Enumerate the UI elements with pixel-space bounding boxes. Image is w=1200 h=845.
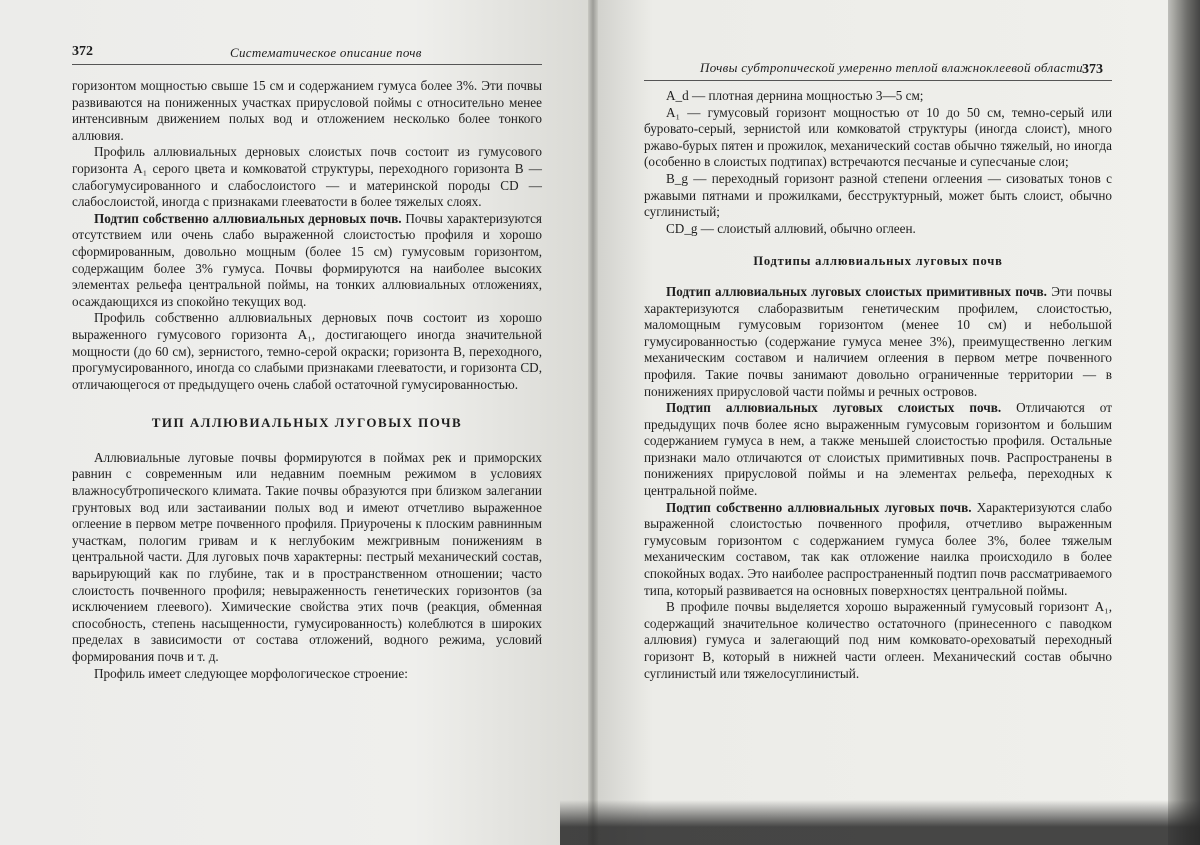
subtype-heading: Подтип аллювиальных луговых слоистых почв.: [666, 400, 1002, 416]
bottom-edge-shadow: [560, 800, 1200, 845]
horizon-text: B_g — переходный горизонт разной степени оглеения — сизоватых тонов с ржавыми пятнами и прожилками, бесструктурный, может быть слоист, обычно суглинистый;: [644, 170, 1112, 220]
paragraph: [644, 500, 1112, 600]
paragraph: [644, 599, 1112, 682]
horizon-item: [644, 221, 1112, 238]
paragraph: [72, 666, 542, 683]
left-page: [0, 0, 592, 845]
paragraph-text: Отличаются от предыдущих почв более ясно выраженным гумусовым горизонтом и большим содержанием гумуса в нем, а также меньшей слоистостью профиля. Остальные признаки мало отличаются от слоистых примитивных почв. Распространены в понижениях прирусловой поймы и на элементах рельефа, переходных к центральной пойме.: [644, 400, 1112, 499]
subtype-heading: Подтип собственно аллювиальных дерновых почв.: [94, 210, 402, 226]
right-page: [592, 0, 1200, 845]
right-page-number: 373: [1082, 62, 1103, 77]
paragraph-text: Профиль аллювиальных дерновых слоистых почв состоит из гумусового горизонта A₁ серого цвета и комковатой структуры, переходного горизонта B — слабогумусированного и слабослоистого — и материнской породы CD — слабослоистой, иногда с признаками глееватости в более тяжелых слоях.: [72, 144, 542, 210]
right-text-column: [644, 88, 1112, 682]
subtype-heading: Подтип собственно аллювиальных луговых почв.: [666, 499, 972, 515]
paragraph-text: Характеризуются слабо выраженной слоистостью почвенного профиля, отчетливо выраженным гумусовым горизонтом с содержанием гумуса более 3%, более тяжелым механическим составом, так как отложение наилка происходило в более спокойных водах. Это наиболее распространенный подтип почв рассматриваемого типа, который развивается на основных поверхностях центральной поймы.: [644, 499, 1112, 598]
section-title: ТИП АЛЛЮВИАЛЬНЫХ ЛУГОВЫХ ПОЧВ: [151, 415, 463, 431]
paragraph: [72, 78, 542, 144]
paragraph-text: В профиле почвы выделяется хорошо выраженный гумусовый горизонт A₁, содержащий значительное количество остаточного (принесенного с паводком аллювия) гумуса и залегающий под ним комковато-ореховатый переходный горизонт B, который в нижней части оглеен. Механический состав обычно суглинистый или тяжелосуглинистый.: [644, 599, 1112, 681]
page-edge-shadow: [1168, 0, 1200, 845]
paragraph: [72, 310, 542, 393]
paragraph: [72, 211, 542, 311]
paragraph-text: Почвы характеризуются отсутствием или очень слабо выраженной слоистостью профиля и хорошо сформированным, довольно мощным (более 15 см) гумусовым горизонтом, содержащим более 3% гумуса. Почвы формируются на наиболее высоких элементах рельефа центральной поймы, на тонких аллювиальных отложениях, осаждающихся из спокойно текущих вод.: [72, 210, 542, 309]
horizon-item: [644, 88, 1112, 105]
paragraph-text: Профиль имеет следующее морфологическое строение:: [94, 665, 408, 681]
book-gutter: [588, 0, 598, 845]
horizon-item: [644, 105, 1112, 171]
horizon-item: [644, 171, 1112, 221]
paragraph: [72, 144, 542, 210]
paragraph: [644, 284, 1112, 400]
left-header-rule: [72, 64, 542, 65]
paragraph: [644, 400, 1112, 500]
paragraph-text: горизонтом мощностью свыше 15 см и содержанием гумуса более 3%. Эти почвы развиваются на пониженных участках прирусловой поймы с относительно менее интенсивным движением полых вод и отложением несколько более тонкого аллювия.: [72, 78, 542, 143]
right-running-head: Почвы субтропической умеренно теплой влажноклеевой области: [700, 60, 1083, 75]
subsection-title: Подтипы аллювиальных луговых почв: [753, 254, 1003, 269]
left-running-head: Систематическое описание почв: [230, 45, 422, 60]
paragraph-text: Аллювиальные луговые почвы формируются в поймах рек и приморских равнин с современным или недавним поемным режимом в условиях влажносубтропического климата. Такие почвы образуются при близком залегании грунтовых вод или застаивании полых вод и имеют отчетливо выраженное оглеение в первом метре почвенного профиля. Приурочены к плоским равнинным участкам, пологим гривам и к неглубоким межгривным понижениям в центральной части. Для луговых почв характерны: пестрый механический состав, варьирующий как по глубине, так и в пространственном отношении; часто слоистость почвенного профиля; невыраженность генетических горизонтов (за исключением глеевого). Химические свойства этих почв (реакция, обменная способность, степень насыщенности, гумусированность) колеблются в широких пределах в зависимости от состава отложений, водного режима, условий формирования почв и т. д.: [72, 449, 542, 664]
left-text-column: [72, 78, 542, 682]
paragraph-text: Профиль собственно аллювиальных дерновых почв состоит из хорошо выраженного гумусового горизонта A₁, достигающего иногда значительной мощности (до 60 см), зернистого, темно-серой окраски; горизонта B, переходного, прогумусированного, иногда со слабыми признаками глееватости, и горизонта CD, отличающегося от предыдущего очень слабой остаточной гумусированностью.: [72, 310, 542, 392]
subtype-heading: Подтип аллювиальных луговых слоистых примитивных почв.: [666, 283, 1047, 299]
right-header-rule: [644, 80, 1112, 81]
paragraph-text: Эти почвы характеризуются слаборазвитым генетическим профилем, слоистостью, маломощным гумусовым горизонтом (менее 10 см) и небольшой гумусированностью (содержание гумуса менее 3%), преимущественно легким механическим составом и наличием оглеения в первом метре почвенного профиля. Такие почвы занимают довольно ограниченные территории — в понижениях прирусловой части поймы и речных островов.: [644, 283, 1112, 399]
horizon-text: A₁ — гумусовый горизонт мощностью от 10 до 50 см, темно-серый или буровато-серый, зернистой или комковатой структуры (иногда слоист), много ржаво-бурых пятен и прожилок, механический состав обычно тяжелый, но иногда (особенно в слоистых подтипах) встречаются песчаные и супесчаные слои;: [644, 104, 1112, 170]
horizon-text: A_d — плотная дернина мощностью 3—5 см;: [666, 88, 924, 103]
left-page-number: 372: [72, 44, 93, 59]
paragraph: [72, 450, 542, 666]
horizon-text: CD_g — слоистый аллювий, обычно оглеен.: [666, 220, 916, 236]
